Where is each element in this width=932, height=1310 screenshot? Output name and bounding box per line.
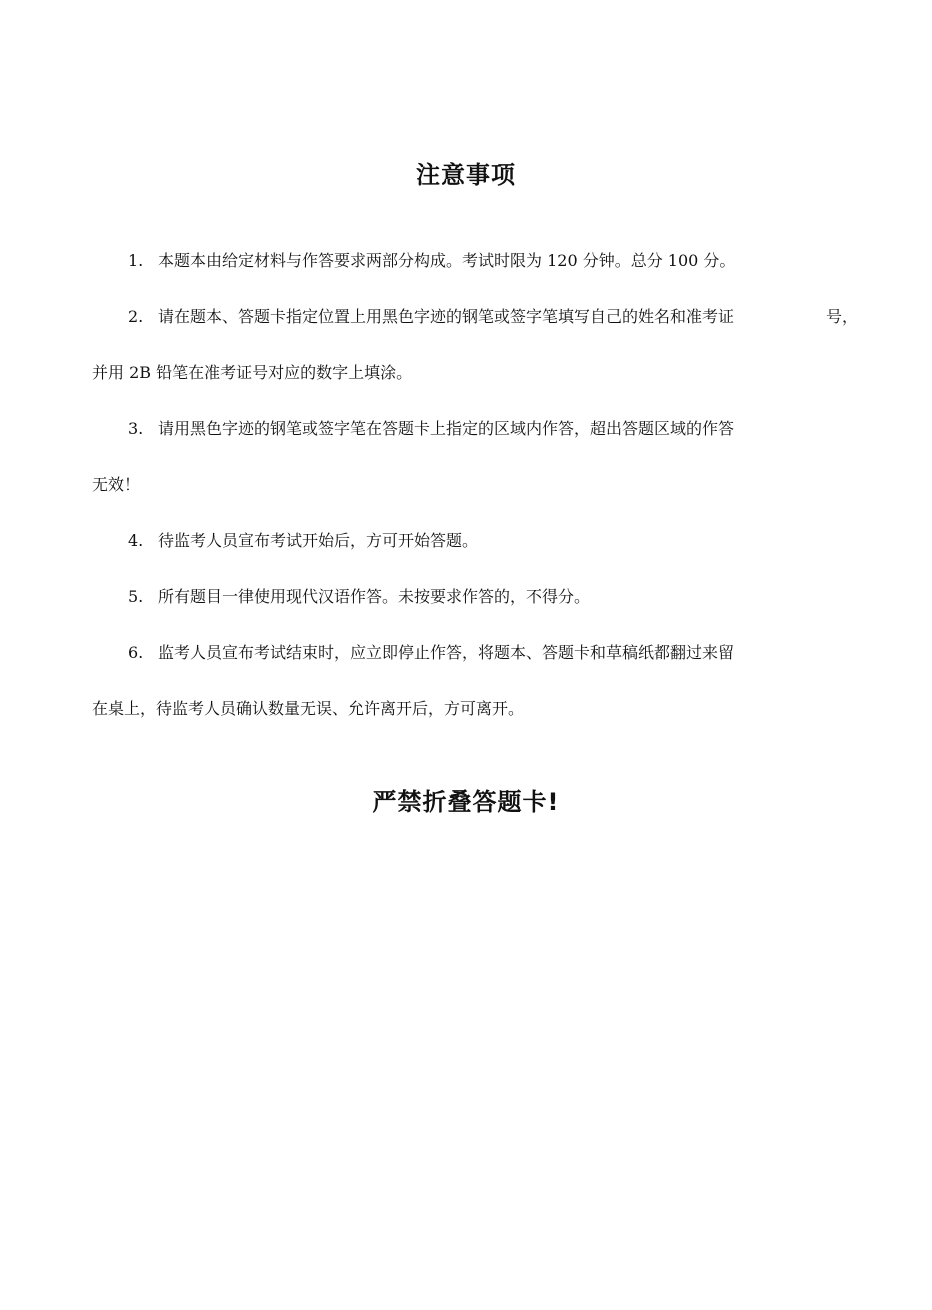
item-number: 2. [128,307,144,326]
item-number: 4. [128,531,144,550]
item-text: 本题本由给定材料与作答要求两部分构成。考试时限为 120 分钟。总分 100 分。 [158,251,736,270]
item-text: 请用黑色字迹的钢笔或签字笔在答题卡上指定的区域内作答，超出答题区域的作答 [158,419,735,438]
item-number: 5. [128,587,144,606]
notice-item-3 [128,418,734,440]
item-text: 请在题本、答题卡指定位置上用黑色字迹的钢笔或签字笔填写自己的姓名和准考证 [158,307,735,326]
item-number: 6. [128,643,144,662]
item-number: 1. [128,251,144,270]
notice-item-4 [128,530,478,552]
notice-item-1 [128,250,735,272]
item-text: 监考人员宣布考试结束时，应立即停止作答，将题本、答题卡和草稿纸都翻过来留 [158,643,735,662]
notice-item-2 [128,306,734,328]
no-fold-warning: 严禁折叠答题卡! [372,788,560,816]
notice-title: 注意事项 [416,161,516,189]
item-text-continuation: 无效！ [92,475,141,494]
item-number: 3. [128,419,144,438]
item-text-continuation: 并用 2B 铅笔在准考证号对应的数字上填涂。 [92,363,413,382]
notice-item-5 [128,586,590,608]
item-text-continuation: 在桌上，待监考人员确认数量无误、允许离开后，方可离开。 [92,699,525,718]
item-text: 待监考人员宣布考试开始后，方可开始答题。 [158,531,479,550]
item-text: 所有题目一律使用现代汉语作答。未按要求作答的，不得分。 [158,587,591,606]
item-text-end: 号， [826,307,859,326]
notice-item-6 [128,642,734,664]
